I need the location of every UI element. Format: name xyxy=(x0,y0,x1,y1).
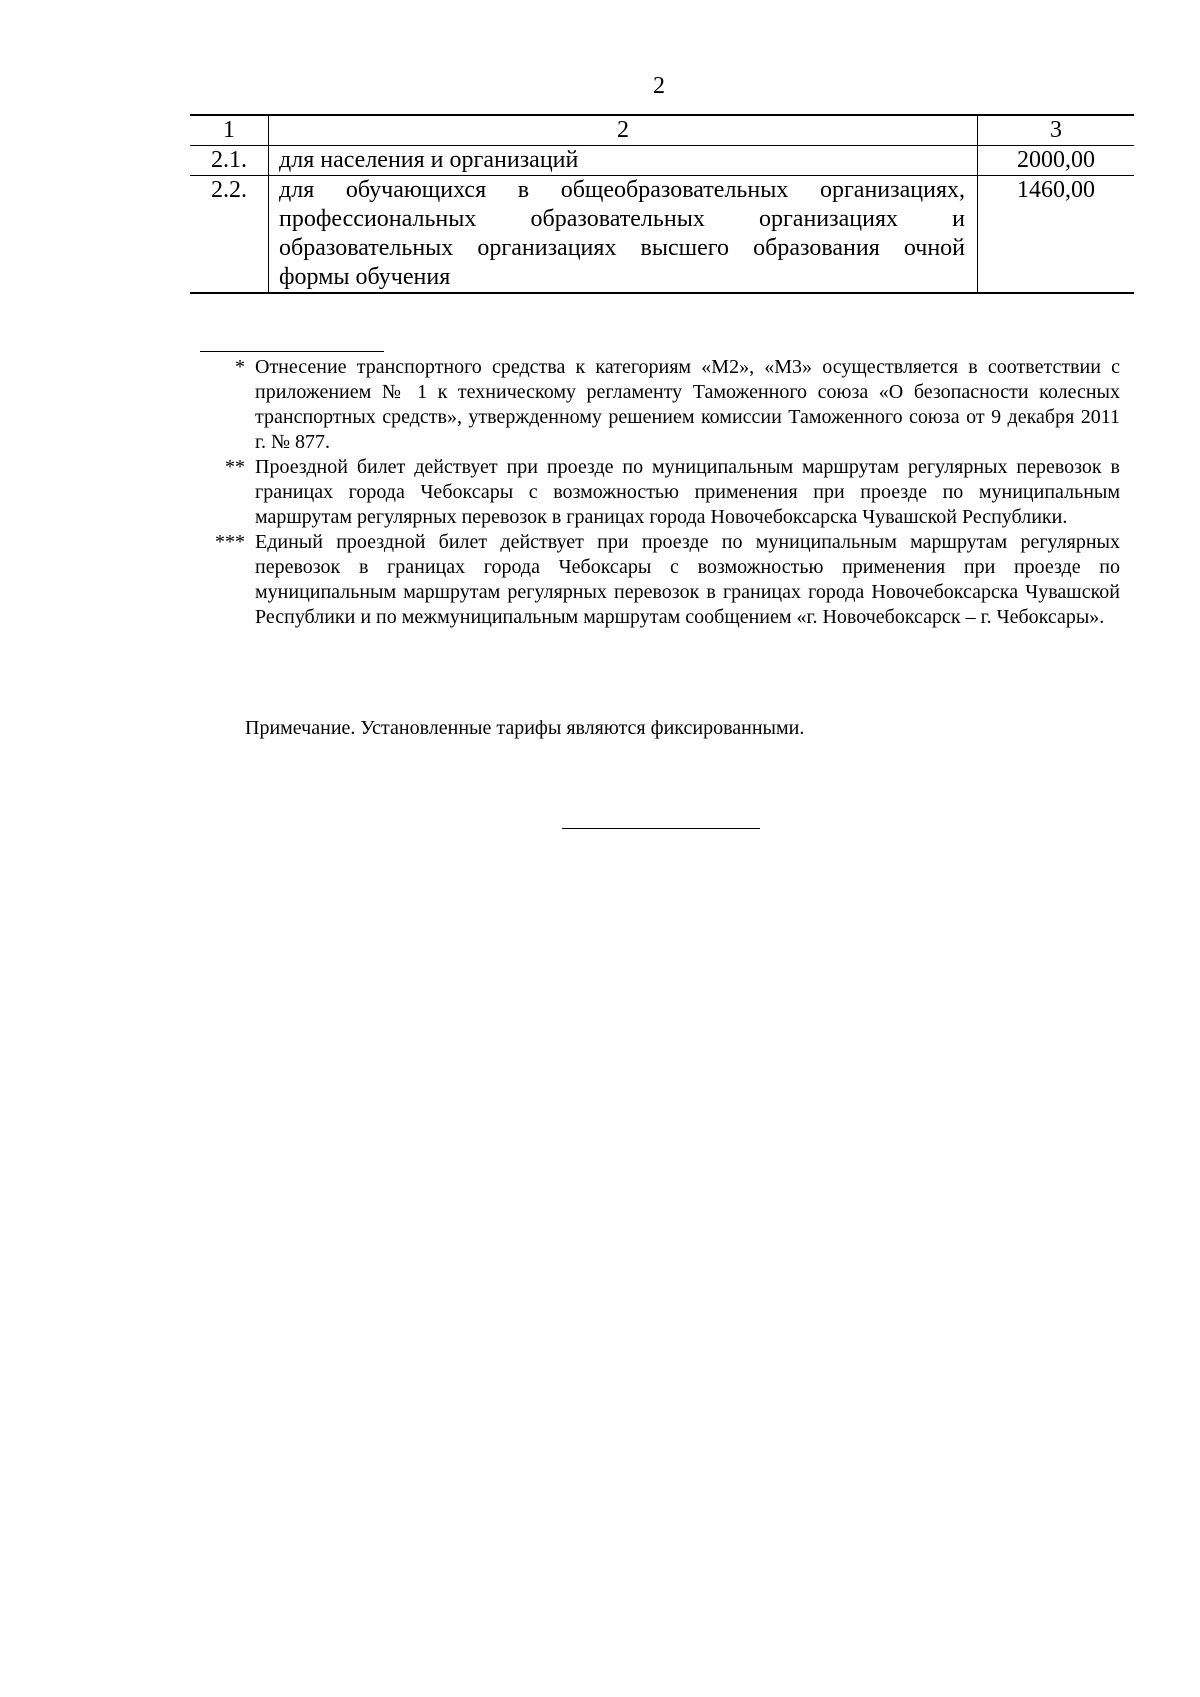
footnote-text: Проездной билет действует при проезде по муниципальным маршрутам регулярных перевозок в границах города Чебоксары с возможностью применения при проезде по муниципальным маршрутам регулярных перевозок в границах города Новочебоксарска Чувашской Республики. xyxy=(255,456,1120,528)
footnote-mark: ** xyxy=(225,456,245,478)
footnote-separator xyxy=(200,351,384,352)
table-row xyxy=(190,146,1134,176)
column-header-3: 3 xyxy=(978,115,1135,146)
tariff-table xyxy=(190,114,1134,294)
row-description: для населения и организаций xyxy=(269,146,978,176)
row-price: 2000,00 xyxy=(978,146,1135,176)
footnote-text: Единый проездной билет действует при проезде по муниципальным маршрутам регулярных перевозок в границах города Чебоксары с возможностью применения при проезде по муниципальным маршрутам регулярных перевозок в границах города Новочебоксарска Чувашской Республики и по межмуниципальным маршрутам сообщением «г. Новочебоксарск – г. Чебоксары». xyxy=(255,531,1120,628)
note: Примечание. Установленные тарифы являются фиксированными. xyxy=(245,717,805,739)
table-row xyxy=(190,176,1134,294)
footnote-mark: *** xyxy=(215,531,245,553)
page-number: 2 xyxy=(653,73,665,99)
row-price: 1460,00 xyxy=(978,176,1135,294)
footnote-text: Отнесение транспортного средства к категориям «М2», «М3» осуществляется в соответствии с приложением № 1 к техническому регламенту Таможенного союза «О безопасности колесных транспортных средств», утвержденному решением комиссии Таможенного союза от 9 декабря 2011 г. № 877. xyxy=(255,356,1120,453)
column-header-1: 1 xyxy=(190,115,269,146)
footnote xyxy=(195,530,1120,630)
row-number: 2.1. xyxy=(190,146,269,176)
row-description: для обучающихся в общеобразовательных организациях, профессиональных образовательных организациях и образовательных организациях высшего образования очной формы обучения xyxy=(269,176,978,294)
footnote xyxy=(195,455,1120,530)
footnote xyxy=(195,355,1120,455)
footnote-mark: * xyxy=(235,356,245,378)
row-number: 2.2. xyxy=(190,176,269,294)
column-header-2: 2 xyxy=(269,115,978,146)
footnotes xyxy=(195,355,1120,630)
end-rule xyxy=(562,828,760,829)
table-header-row xyxy=(190,115,1134,146)
